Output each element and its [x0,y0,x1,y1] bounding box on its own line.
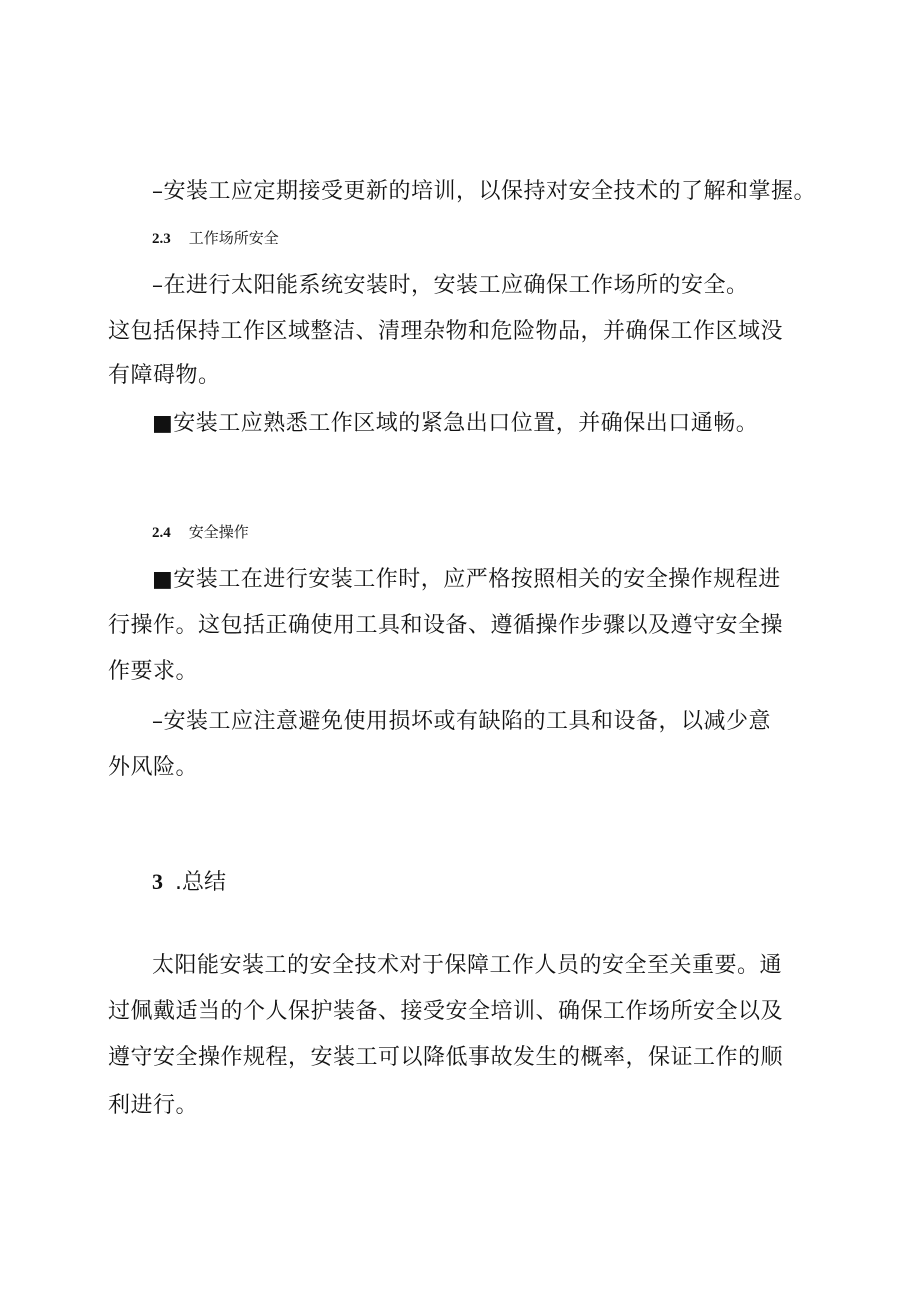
section-3-title: .总结 [175,870,226,895]
section-2-3-number: 2.3 [152,231,171,247]
section-3-line2: 过佩戴适当的个人保护装备、接受安全培训、确保工作场所安全以及 [108,999,784,1024]
section-3-heading [152,869,226,896]
section-2-4-para1-line1: ■安装工在进行安装工作时，应严格按照相关的安全操作规程进 [152,567,781,592]
section-2-4-number: 2.4 [152,525,171,541]
section-2-3-para1-line3: 有障碍物。 [108,363,221,388]
bullet-training-line: –安装工应定期接受更新的培训，以保持对安全技术的了解和掌握。 [152,179,817,204]
section-2-3-para2-line1: ■安装工应熟悉工作区域的紧急出口位置，并确保出口通畅。 [152,411,759,436]
section-3-line4: 利进行。 [108,1093,199,1118]
section-2-3-heading [152,229,279,248]
section-2-4-para2-line2: 外风险。 [108,755,199,780]
section-3-line3: 遵守安全操作规程，安装工可以降低事故发生的概率，保证工作的顺 [108,1045,784,1070]
section-2-4-para2-line1: –安装工应注意避免使用损坏或有缺陷的工具和设备，以减少意 [152,709,772,734]
section-3-line1: 太阳能安装工的安全技术对于保障工作人员的安全至关重要。通 [152,953,783,978]
section-3-number: 3 [152,869,163,894]
section-2-3-para1-line2: 这包括保持工作区域整洁、清理杂物和危险物品，并确保工作区域没 [108,319,784,344]
section-2-4-heading [152,523,249,542]
section-2-4-title: 安全操作 [188,523,249,541]
section-2-4-para1-line3: 作要求。 [108,659,199,684]
section-2-4-para1-line2: 行操作。这包括正确使用工具和设备、遵循操作步骤以及遵守安全操 [108,613,784,638]
section-2-3-para1-line1: –在进行太阳能系统安装时，安装工应确保工作场所的安全。 [152,273,749,298]
section-2-3-title: 工作场所安全 [188,229,279,247]
